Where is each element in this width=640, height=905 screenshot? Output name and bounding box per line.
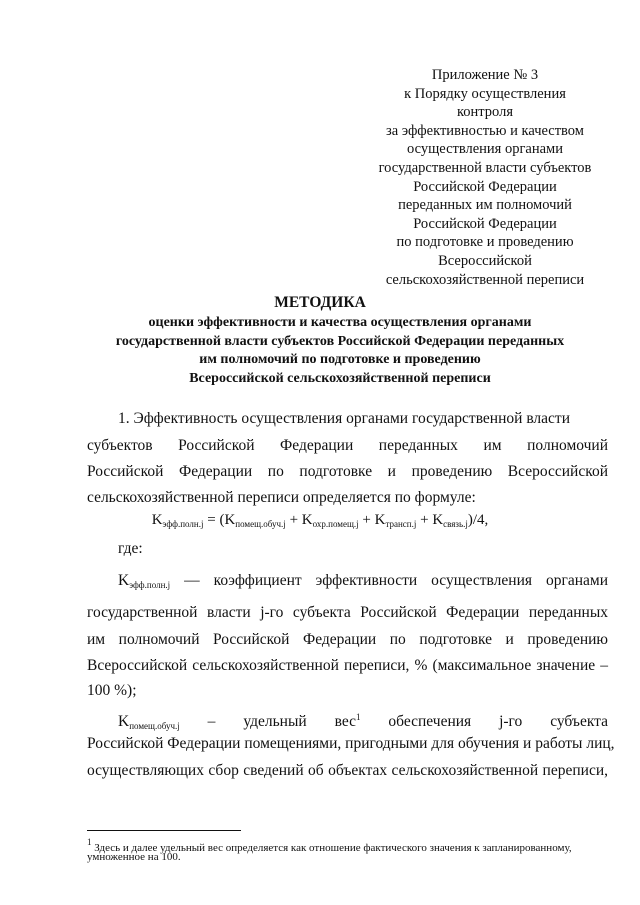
- formula-sub: связь.j: [443, 519, 468, 529]
- appendix-line: государственной власти субъектов: [378, 159, 592, 176]
- formula-sub: помещ.обуч.j: [235, 519, 286, 529]
- footnote-line: умноженное на 100.: [87, 851, 181, 863]
- formula-text: + K: [416, 512, 444, 528]
- where-label: где:: [118, 540, 143, 557]
- appendix-line: по подготовке и проведению: [396, 234, 574, 251]
- formula-text: + K: [358, 512, 386, 528]
- definition-1-line: государственной власти j-го субъекта Российской Федерации переданных: [87, 604, 608, 621]
- appendix-line: Всероссийской: [438, 252, 532, 269]
- footnote-separator: [87, 830, 241, 831]
- efficiency-formula: [0, 510, 640, 534]
- paragraph-1-line: сельскохозяйственной переписи определяется по формуле:: [87, 489, 476, 506]
- def-text: – удельный вес: [179, 713, 356, 730]
- formula-sub: эфф.полн.j: [162, 519, 204, 529]
- appendix-line: за эффективностью и качеством: [386, 122, 584, 139]
- definition-2-line: осуществляющих сбор сведений об объектах сельскохозяйственной переписи,: [87, 762, 608, 779]
- appendix-header: [360, 66, 610, 289]
- formula-sub: трансп.j: [385, 519, 417, 529]
- formula-text: )/4,: [467, 512, 489, 528]
- def-k: K: [118, 713, 130, 730]
- footnote-ref: 1: [355, 712, 361, 722]
- appendix-line: переданных им полномочий: [398, 197, 572, 214]
- def-text: обеспечения j-го субъекта: [360, 713, 608, 730]
- definition-2-line: [118, 707, 608, 736]
- appendix-line: контроля: [456, 104, 514, 121]
- paragraph-1-line: субъектов Российской Федерации переданных им полномочий: [87, 437, 608, 454]
- appendix-line: Российской Федерации: [413, 215, 557, 232]
- def-sub: эфф.полн.j: [129, 580, 171, 590]
- formula-text: = (K: [203, 512, 236, 528]
- definition-1-line: Всероссийской сельскохозяйственной переписи, % (максимальное значение –: [87, 657, 608, 674]
- document-title: МЕТОДИКА: [274, 294, 366, 311]
- appendix-line: Приложение № 3: [431, 67, 539, 83]
- subtitle-line: оценки эффективности и качества осуществления органами: [148, 315, 532, 330]
- definition-1-line: им полномочий Российской Федерации по подготовке и проведению: [87, 631, 608, 648]
- appendix-line: осуществления органами: [407, 141, 563, 158]
- footnote-text: Здесь и далее удельный вес определяется как отношение фактического значения к запланированному,: [91, 842, 572, 854]
- formula-text: + K: [285, 512, 313, 528]
- appendix-line: сельскохозяйственной переписи: [385, 271, 585, 288]
- document-subtitle: [70, 314, 610, 389]
- footnote-mark: 1: [87, 837, 92, 847]
- def-text: — коэффициент эффективности осуществления органами: [170, 572, 608, 589]
- paragraph-1-line: Российской Федерации по подготовке и проведению Всероссийской: [87, 463, 608, 480]
- appendix-line: к Порядку осуществления: [404, 85, 566, 102]
- subtitle-line: им полномочий по подготовке и проведению: [199, 352, 481, 368]
- subtitle-line: государственной власти субъектов Российской Федерации переданных: [115, 333, 565, 349]
- def-sub: помещ.обуч.j: [129, 721, 180, 731]
- formula-sub: охр.помещ.j: [312, 519, 359, 529]
- def-k: K: [118, 572, 130, 589]
- definition-1-line: [118, 571, 608, 595]
- subtitle-line: Всероссийской сельскохозяйственной переписи: [189, 371, 491, 387]
- definition-2-line: Российской Федерации помещениями, пригодными для обучения и работы лиц,: [87, 735, 615, 752]
- appendix-line: Российской Федерации: [413, 178, 557, 195]
- paragraph-1-line: 1. Эффективность осуществления органами государственной власти: [118, 410, 570, 427]
- definition-1-line: 100 %);: [87, 682, 137, 699]
- formula-k: K: [151, 512, 163, 528]
